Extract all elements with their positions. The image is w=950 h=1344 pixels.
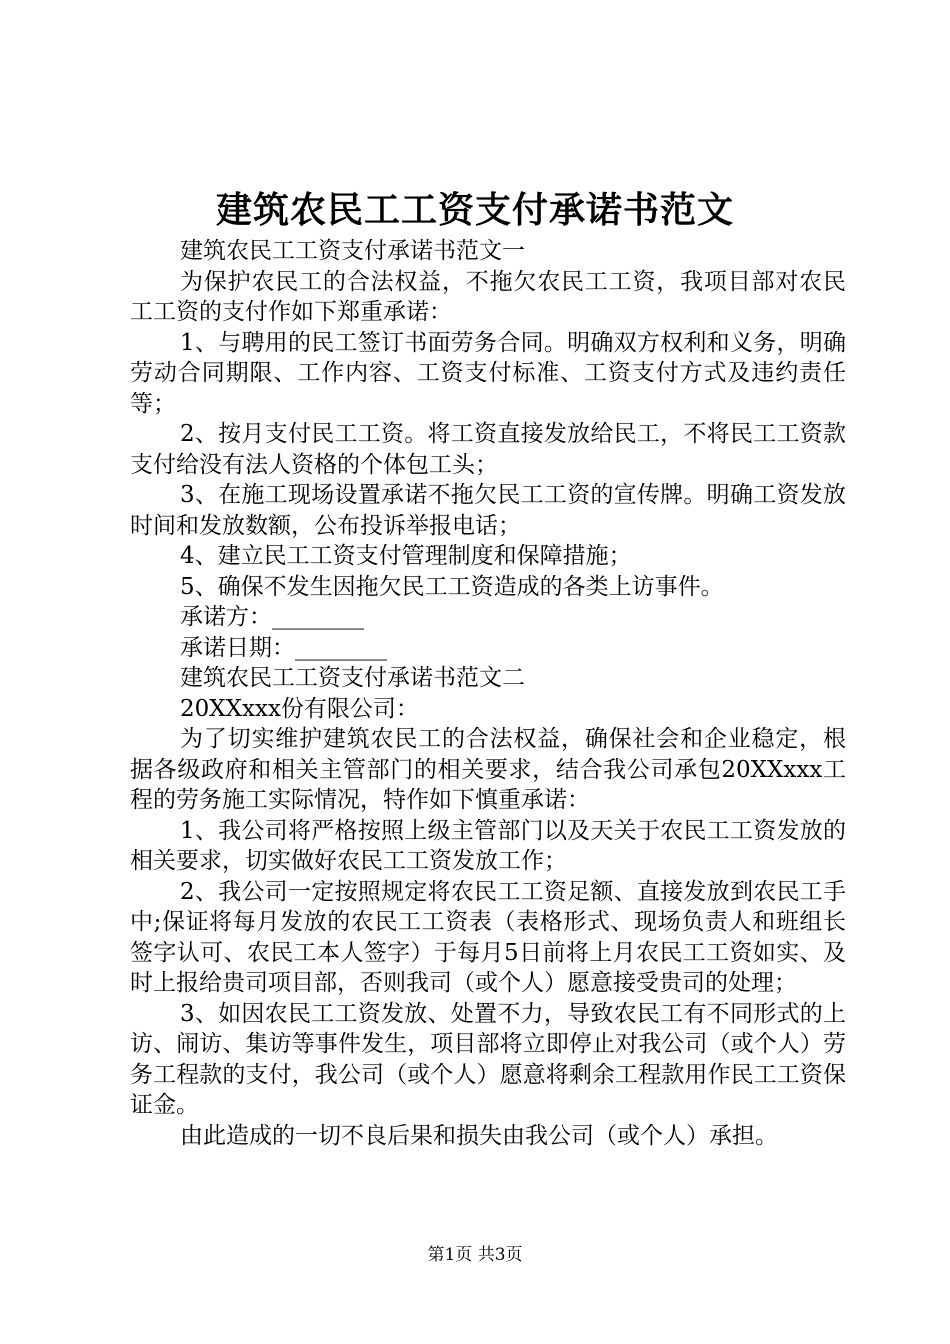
paragraph: 1、我公司将严格按照上级主管部门以及天关于农民工工资发放的相关要求，切实做好农民工工资发放工作； (130, 817, 846, 874)
signature-line-date: 承诺日期：________ (180, 634, 387, 661)
section-heading: 建筑农民工工资支付承诺书范文二 (180, 665, 525, 691)
document-title: 建筑农民工工资支付承诺书范文 (215, 189, 734, 231)
page-number-footer: 第1页 共3页 (427, 1245, 523, 1265)
paragraph: 1、与聘用的民工签订书面劳务合同。明确双方权利和义务，明确劳动合同期限、工作内容、工资支付标准、工资支付方式及违约责任等； (130, 329, 846, 417)
paragraph: 4、建立民工工资支付管理制度和保障措施； (180, 543, 632, 569)
paragraph: 为了切实维护建筑农民工的合法权益，确保社会和企业稳定，根据各级政府和相关主管部门的相关要求，结合我公司承包20XXxxx工程的劳务施工实际情况，特作如下慎重承诺： (130, 726, 846, 813)
signature-line-promisor: 承诺方：________ (180, 604, 364, 630)
paragraph: 2、按月支付民工工资。将工资直接发放给民工，不将民工工资款支付给没有法人资格的个体包工头； (130, 421, 846, 478)
paragraph: 5、确保不发生因拖欠民工工资造成的各类上访事件。 (180, 573, 724, 600)
paragraph: 3、如因农民工工资发放、处置不力，导致农民工有不同形式的上访、闹访、集访等事件发生，项目部将立即停止对我公司（或个人）劳务工程款的支付，我公司（或个人）愿意将剩余工程款用作民工工资保证金。 (130, 1000, 846, 1118)
paragraph: 3、在施工现场设置承诺不拖欠民工工资的宣传牌。明确工资发放时间和发放数额，公布投诉举报电话； (130, 482, 846, 539)
paragraph: 2、我公司一定按照规定将农民工工资足额、直接发放到农民工手中;保证将每月发放的农民工工资表（表格形式、现场负责人和班组长签字认可、农民工本人签字）于每月5日前将上月农民工工资如实、及时上报给贵司项目部，否则我司（或个人）愿意接受贵司的处理； (130, 878, 846, 996)
document-body (130, 236, 846, 1151)
paragraph: 为保护农民工的合法权益，不拖欠农民工工资，我项目部对农民工工资的支付作如下郑重承诺： (130, 268, 846, 325)
paragraph: 由此造成的一切不良后果和损失由我公司（或个人）承担。 (180, 1122, 778, 1149)
addressee-line: 20XXxxx份有限公司： (180, 695, 419, 722)
paragraph: 建筑农民工工资支付承诺书范文一 (180, 238, 525, 264)
